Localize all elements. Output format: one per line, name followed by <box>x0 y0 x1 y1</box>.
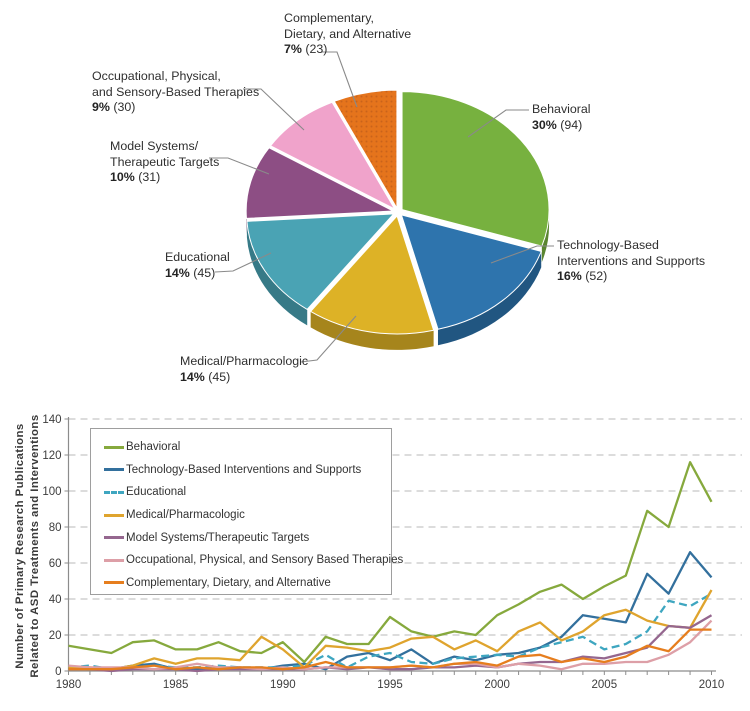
y-tick-label: 0 <box>55 666 62 678</box>
y-tick-label: 140 <box>42 414 62 426</box>
pie-label-complementary <box>284 11 411 58</box>
x-tick-label: 2010 <box>698 679 725 691</box>
legend-item-model-systems: Model Systems/Therapeutic Targets <box>104 526 391 549</box>
x-tick-label: 1995 <box>377 679 403 691</box>
pie-label-technology <box>557 238 705 285</box>
pie-label-text: Behavioral <box>532 102 591 116</box>
pie-label-text: and Sensory-Based Therapies <box>92 84 260 99</box>
y-tick-label: 40 <box>48 594 62 606</box>
y-tick-label: 60 <box>48 558 62 570</box>
legend-item-complementary: Complementary, Dietary, and Alternative <box>104 572 391 595</box>
pie-label-text: Educational <box>165 250 230 264</box>
pie-label-value: 14% (45) <box>180 369 231 384</box>
x-tick-label: 1985 <box>162 679 189 691</box>
legend-line-swatch <box>104 559 124 562</box>
y-tick-label: 80 <box>48 522 62 534</box>
legend-line-swatch <box>104 581 124 584</box>
legend-line-swatch <box>104 446 124 449</box>
x-tick-label: 1990 <box>270 679 296 691</box>
legend-item-educational: Educational <box>104 481 391 504</box>
pie-label-value: 10% (31) <box>110 170 161 185</box>
pie-label-text: Medical/Pharmacologic <box>180 354 309 368</box>
x-tick-label: 2005 <box>591 679 618 691</box>
y-axis-title: Number of Primary Research Publications Related to ASD Treatments and Interventions <box>14 414 41 678</box>
pie-label-text: Model Systems/ <box>110 139 199 153</box>
pie-label-value: 7% (23) <box>284 42 328 57</box>
series-line <box>69 594 712 670</box>
pie-label-value: 16% (52) <box>557 269 608 284</box>
pie-label-occupational <box>92 69 259 116</box>
pie-label-text: Dietary, and Alternative <box>284 26 412 41</box>
pie-label-text: Complementary, <box>284 11 374 25</box>
legend-line-swatch <box>104 536 124 539</box>
series-line <box>69 590 712 669</box>
legend-line-swatch <box>104 468 124 471</box>
legend-line-swatch <box>104 491 124 494</box>
pie-label-educational <box>165 250 230 281</box>
pie-label-value: 14% (45) <box>165 265 216 280</box>
pie-label-text: Occupational, Physical, <box>92 69 221 83</box>
y-tick-label: 120 <box>42 450 62 462</box>
pie-label-medical <box>180 354 308 385</box>
legend-item-technology: Technology-Based Interventions and Supports <box>104 459 391 482</box>
x-tick-label: 2000 <box>484 679 510 691</box>
y-tick-label: 20 <box>48 630 62 642</box>
pie-label-behavioral <box>532 102 591 133</box>
pie-label-text: Technology-Based <box>557 238 659 252</box>
pie-label-text: Therapeutic Targets <box>110 154 220 169</box>
legend-item-occupational: Occupational, Physical, and Sensory Based Therapies <box>104 549 391 572</box>
legend-item-behavioral: Behavioral <box>104 436 391 459</box>
pie-label-text: Interventions and Supports <box>557 253 706 268</box>
x-tick-label: 1980 <box>55 679 82 691</box>
legend-line-swatch <box>104 514 124 517</box>
legend-item-medical: Medical/Pharmacologic <box>104 504 391 527</box>
y-tick-label: 100 <box>42 486 62 498</box>
pie-label-value: 9% (30) <box>92 100 136 115</box>
pie-label-value: 30% (94) <box>532 117 583 132</box>
line-chart-legend <box>90 428 404 595</box>
pie-label-model-systems <box>110 139 219 186</box>
